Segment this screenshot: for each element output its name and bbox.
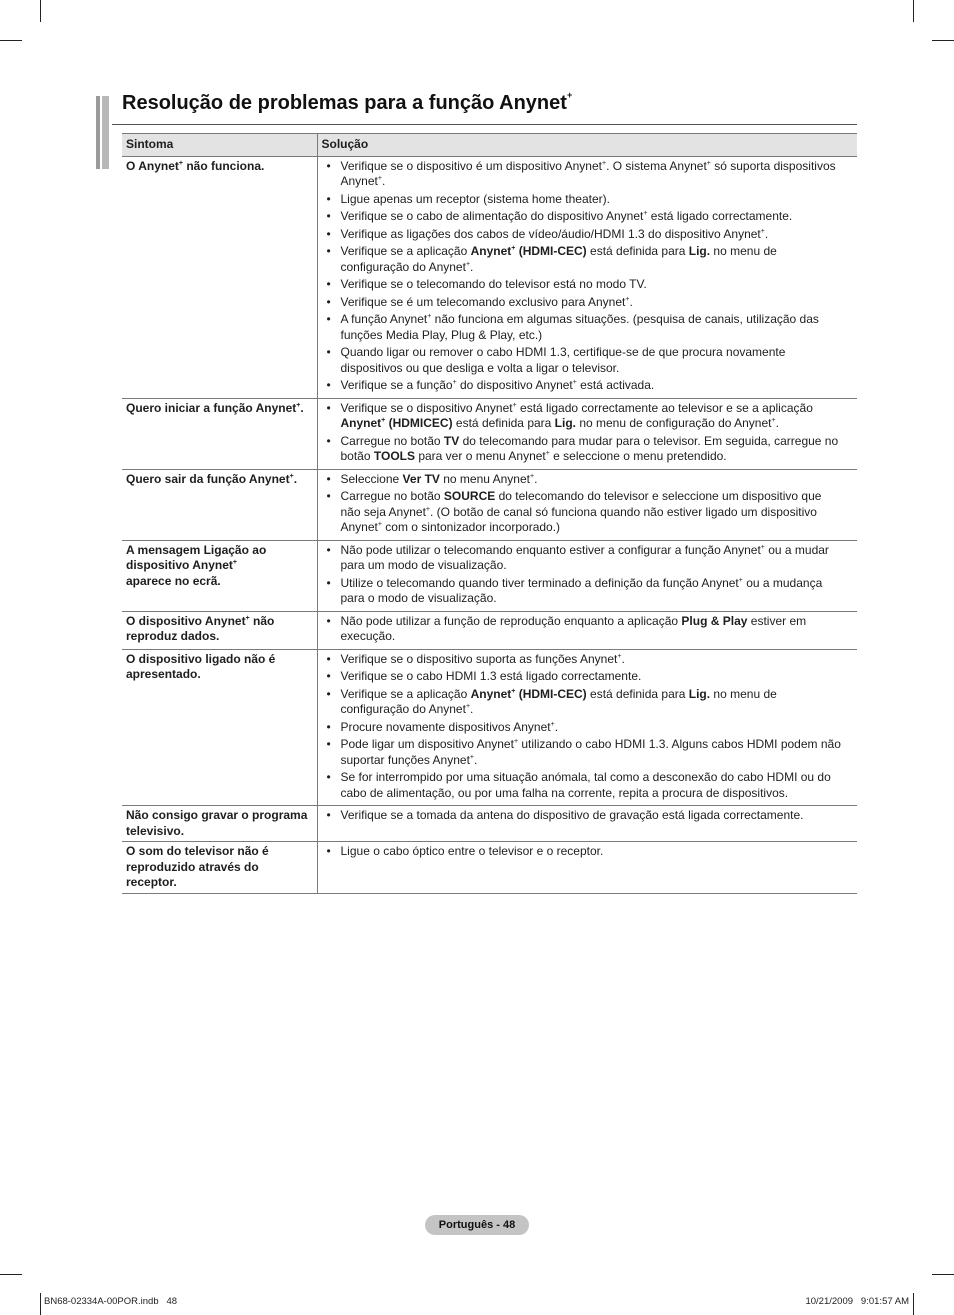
solution-line [341, 345, 854, 361]
solution-text: . [381, 174, 386, 188]
solution-text: TOOLS [373, 449, 415, 463]
page-number-badge: Português - 48 [425, 1215, 529, 1235]
solution-cell [317, 540, 857, 611]
solution-text: está definida para [586, 686, 689, 701]
solution-text: no menu de configuração do Anynet [576, 416, 772, 430]
superscript-plus: + [377, 521, 382, 528]
title-divider [112, 124, 857, 125]
solution-text: Carregue no botão [340, 433, 444, 448]
solution-line [341, 808, 854, 824]
solution-text: estiver em [747, 613, 807, 628]
solution-line [341, 295, 854, 311]
solution-text: só suporta dispositivos [710, 158, 836, 173]
superscript-plus: + [452, 379, 457, 386]
solution-text: do telecomando do televisor e seleccione um dispositivo que [495, 489, 822, 503]
solution-text: dispositivos ou que desliga e volta a ligar o televisor. [340, 360, 620, 375]
solution-text: no menu de [710, 686, 777, 701]
symptom-cell [122, 649, 317, 806]
column-header-solution: Solução [317, 134, 857, 157]
solution-line [341, 629, 854, 645]
symptom-text: Quero iniciar a função Anynet [126, 400, 297, 415]
solution-line [341, 543, 854, 559]
solution-item [322, 669, 854, 685]
symptom-text: . [293, 471, 298, 486]
solution-text: funções Media Play, Plug & Play, etc.) [340, 327, 543, 342]
solution-text: Lig. [688, 686, 711, 701]
solution-list [322, 543, 854, 607]
symptom-line [126, 652, 313, 668]
solution-text: Seleccione [340, 471, 403, 486]
solution-line [341, 770, 854, 786]
solution-text: . [470, 702, 474, 716]
solution-text: Verifique se a aplicação [340, 686, 471, 701]
symptom-line [126, 844, 313, 860]
solution-text: Quando ligar ou remover o cabo HDMI 1.3, certifique-se de que procura novamente [340, 345, 786, 359]
crop-mark [40, 0, 41, 22]
solution-text: . [775, 416, 779, 430]
solution-text: . (O botão de canal só funciona quando não estiver ligado um dispositivo [430, 504, 817, 519]
solution-text: não seja Anynet [340, 504, 426, 519]
solution-line [341, 669, 854, 685]
crop-mark [0, 1274, 22, 1275]
solution-text: Procure novamente dispositivos Anynet [340, 719, 551, 734]
solution-cell [317, 611, 857, 649]
solution-text: Ver TV [402, 471, 440, 486]
symptom-text: Quero sair da função Anynet [126, 471, 290, 486]
solution-line [341, 312, 854, 328]
symptom-text: televisivo. [126, 823, 185, 838]
superscript-plus: + [381, 417, 386, 424]
solution-text: para ver o menu Anynet [415, 449, 546, 463]
print-slug-date: 10/21/2009 9:01:57 AM [805, 1296, 909, 1307]
solution-text: está ligado correctamente ao televisor e se a aplicação [516, 400, 813, 415]
solution-text: Anynet [470, 686, 512, 701]
solution-text: Ligue apenas um receptor (sistema home theater). [340, 191, 610, 206]
solution-text: Não pode utilizar a função de reprodução enquanto a aplicação [340, 613, 682, 628]
superscript-plus: + [427, 313, 432, 320]
solution-list [322, 401, 854, 465]
solution-line [341, 591, 854, 607]
solution-text: Verifique se o telecomando do televisor está no modo TV. [340, 277, 647, 291]
solution-line [341, 416, 854, 432]
symptom-line [126, 401, 313, 417]
crop-mark [0, 40, 22, 41]
table-row [122, 649, 857, 806]
solution-item [322, 227, 854, 243]
solution-text: TV [443, 433, 460, 448]
solution-text: Verifique se a aplicação [340, 244, 471, 258]
solution-line [341, 737, 854, 753]
symptom-line [126, 824, 313, 840]
solution-item [322, 770, 854, 801]
solution-text: A função Anynet [340, 312, 428, 326]
solution-text: Carregue no botão [340, 489, 444, 503]
solution-text: para o modo de visualização. [340, 591, 497, 605]
solution-line [341, 378, 854, 394]
solution-line [341, 244, 854, 260]
solution-text: Verifique se é um telecomando exclusivo para Anynet [340, 294, 626, 309]
solution-text: execução. [340, 629, 396, 643]
superscript-plus: + [232, 559, 237, 566]
solution-text: suportar funções Anynet [340, 752, 470, 767]
column-header-symptom: Sintoma [122, 134, 317, 157]
solution-text: Verifique se a tomada da antena do dispositivo de gravação está ligada correctamente. [340, 808, 804, 822]
superscript-plus: + [511, 687, 516, 695]
solution-text: Verifique se o cabo de alimentação do dispositivo Anynet [340, 209, 644, 223]
solution-text: . [474, 752, 478, 767]
solution-line [341, 434, 854, 450]
symptom-line [126, 574, 313, 590]
solution-text: (HDMI-CEC) [515, 244, 587, 258]
table-row [122, 398, 857, 469]
solution-list [322, 844, 854, 860]
solution-line [341, 277, 854, 293]
symptom-text: . [300, 400, 304, 415]
table-row [122, 156, 857, 398]
crop-mark [932, 40, 954, 41]
symptom-text: não [249, 613, 275, 628]
solution-text: cabo de alimentação, ou por uma falha na corrente, repita a procura de dispositivos. [340, 785, 789, 800]
superscript-plus: + [550, 720, 555, 728]
solution-item [322, 192, 854, 208]
solution-line [341, 558, 854, 574]
symptom-text: reproduzido através do receptor. [126, 859, 259, 889]
solution-line [341, 753, 854, 769]
solution-list [322, 472, 854, 536]
solution-line [341, 720, 854, 736]
solution-item [322, 295, 854, 311]
solution-text: Verifique se o dispositivo é um dispositivo Anynet [340, 158, 602, 173]
crop-mark [913, 1293, 914, 1315]
solution-item [322, 576, 854, 607]
solution-item [322, 844, 854, 860]
symptom-cell [122, 540, 317, 611]
symptom-text: apresentado. [126, 667, 201, 681]
solution-text: . [621, 651, 625, 666]
superscript-plus: + [469, 753, 475, 761]
table-row [122, 842, 857, 894]
superscript-plus: + [425, 505, 430, 513]
solution-line [341, 159, 854, 175]
solution-line [341, 702, 854, 718]
solution-item [322, 209, 854, 225]
solution-text: . [629, 294, 633, 309]
symptom-text: O Anynet [126, 158, 179, 173]
symptom-line [126, 614, 313, 630]
superscript-plus: + [617, 652, 622, 660]
solution-text: Se for interrompido por uma situação anómala, tal como a desconexão do cabo HDMI ou do [340, 770, 831, 784]
solution-line [341, 192, 854, 208]
solution-line [341, 687, 854, 703]
solution-text: Verifique se a função [340, 378, 453, 392]
symptom-cell [122, 611, 317, 649]
solution-cell [317, 398, 857, 469]
solution-text: Verifique se o dispositivo suporta as funções Anynet [340, 651, 618, 666]
solution-text: Pode ligar um dispositivo Anynet [340, 737, 514, 751]
solution-line [341, 260, 854, 276]
solution-text: . [534, 471, 538, 486]
solution-item [322, 378, 854, 394]
table-row [122, 611, 857, 649]
solution-text: . [764, 226, 769, 241]
superscript-plus: + [529, 472, 535, 480]
symptom-line [126, 808, 313, 824]
solution-line [341, 227, 854, 243]
solution-text: ou a mudar [764, 542, 829, 557]
superscript-plus: + [572, 379, 577, 386]
table-row [122, 806, 857, 842]
solution-text: utilizando o cabo HDMI 1.3. Alguns cabos HDMI podem não [518, 737, 841, 751]
solution-text: Verifique as ligações dos cabos de vídeo/áudio/HDMI 1.3 do dispositivo Anynet [340, 226, 761, 241]
solution-text: Verifique se o cabo HDMI 1.3 está ligado correctamente. [340, 669, 642, 683]
superscript-plus: + [545, 450, 550, 457]
superscript-plus: + [465, 260, 471, 268]
solution-text: Anynet [340, 520, 378, 534]
superscript-plus: + [245, 614, 250, 622]
superscript-plus: + [377, 175, 382, 182]
solution-text: está definida para [452, 416, 555, 430]
symptom-cell [122, 842, 317, 894]
solution-text: SOURCE [443, 489, 496, 503]
solution-cell [317, 156, 857, 398]
troubleshooting-table [122, 133, 857, 894]
solution-cell [317, 842, 857, 894]
solution-text: . [554, 719, 559, 734]
table-row [122, 540, 857, 611]
solution-text: Anynet [340, 174, 378, 188]
decorative-side-bar [102, 96, 109, 169]
solution-text: . [470, 259, 474, 274]
symptom-cell [122, 398, 317, 469]
solution-line [341, 209, 854, 225]
solution-line [341, 489, 854, 505]
symptom-text: Não consigo gravar o programa [126, 808, 308, 822]
solution-line [341, 328, 854, 344]
solution-item [322, 472, 854, 488]
symptom-line [126, 629, 313, 645]
superscript-plus: + [512, 401, 517, 409]
decorative-side-bar [96, 96, 100, 169]
superscript-plus: + [771, 417, 776, 424]
solution-line [341, 401, 854, 417]
superscript-plus: + [511, 245, 516, 252]
solution-item [322, 244, 854, 275]
solution-text: está activada. [576, 378, 655, 392]
solution-item [322, 489, 854, 536]
solution-text: com o sintonizador incorporado.) [381, 520, 561, 534]
superscript-plus: + [465, 703, 471, 710]
page-title: Resolução de problemas para a função Anynet+ [122, 90, 573, 114]
superscript-plus: + [738, 576, 743, 584]
solution-text: não funciona em algumas situações. (pesquisa de canais, utilização das [431, 312, 819, 326]
solution-text: está ligado correctamente. [647, 209, 793, 223]
solution-text: Verifique se o dispositivo Anynet [340, 400, 513, 415]
print-slug-file: BN68-02334A-00POR.indb 48 [44, 1296, 178, 1307]
solution-item [322, 808, 854, 824]
table-header-row [122, 134, 857, 157]
superscript-plus: + [601, 159, 607, 167]
solution-text: (HDMI-CEC) [515, 686, 587, 701]
solution-line [341, 786, 854, 802]
superscript-plus: + [760, 227, 765, 235]
solution-text: Não pode utilizar o telecomando enquanto estiver a configurar a função Anynet [340, 542, 761, 557]
solution-item [322, 345, 854, 376]
symptom-cell [122, 156, 317, 398]
solution-text: Plug & Play [681, 613, 748, 628]
table-row [122, 469, 857, 540]
solution-list [322, 652, 854, 802]
solution-item [322, 312, 854, 343]
superscript-plus: + [296, 401, 301, 409]
solution-text: ou a mudança [742, 575, 823, 590]
superscript-plus: + [178, 159, 183, 167]
symptom-line [126, 667, 313, 683]
solution-item [322, 543, 854, 574]
solution-line [341, 361, 854, 377]
crop-mark [932, 1274, 954, 1275]
solution-text: Ligue o cabo óptico entre o televisor e o receptor. [340, 844, 604, 858]
solution-item [322, 401, 854, 432]
solution-line [341, 576, 854, 592]
solution-text: . O sistema Anynet [606, 158, 707, 173]
solution-text: Utilize o telecomando quando tiver terminado a definição da função Anynet [340, 575, 739, 590]
symptom-line [126, 472, 313, 488]
solution-list [322, 159, 854, 394]
solution-line [341, 520, 854, 536]
symptom-text: O som do televisor não é [126, 844, 269, 858]
solution-text: para um modo de visualização. [340, 558, 507, 572]
solution-line [341, 614, 854, 630]
solution-line [341, 505, 854, 521]
solution-text: no menu Anynet [439, 471, 530, 486]
solution-cell [317, 649, 857, 806]
superscript-plus: + [513, 738, 519, 745]
solution-text: Lig. [554, 416, 576, 430]
solution-cell [317, 469, 857, 540]
crop-mark [40, 1293, 41, 1315]
superscript-plus: + [625, 295, 630, 303]
solution-item [322, 720, 854, 736]
solution-line [341, 472, 854, 488]
solution-list [322, 808, 854, 824]
solution-item [322, 737, 854, 768]
solution-line [341, 844, 854, 860]
solution-text: configuração do Anynet [340, 259, 466, 274]
solution-text: Anynet [340, 416, 382, 430]
solution-text: e seleccione o menu pretendido. [549, 449, 727, 463]
symptom-cell [122, 469, 317, 540]
symptom-text: A mensagem Ligação ao [126, 542, 267, 557]
crop-mark [913, 0, 914, 22]
solution-text: Anynet [470, 244, 512, 258]
symptom-text: reproduz dados. [126, 629, 220, 643]
solution-cell [317, 806, 857, 842]
solution-item [322, 687, 854, 718]
solution-text: está definida para [586, 244, 689, 258]
solution-line [341, 174, 854, 190]
solution-list [322, 614, 854, 645]
solution-text: Lig. [688, 244, 711, 258]
symptom-cell [122, 806, 317, 842]
solution-text: no menu de [710, 244, 777, 258]
solution-text: (HDMICEC) [385, 416, 453, 430]
symptom-line [126, 860, 313, 891]
solution-line [341, 652, 854, 668]
symptom-line [126, 543, 313, 559]
solution-item [322, 434, 854, 465]
symptom-text: dispositivo Anynet [126, 558, 233, 572]
symptom-line [126, 558, 313, 574]
solution-line [341, 449, 854, 465]
solution-text: do telecomando para mudar para o televisor. Em seguida, carregue no [459, 433, 839, 448]
solution-item [322, 614, 854, 645]
superscript-plus: + [760, 543, 765, 551]
symptom-text: aparece no ecrã. [126, 573, 221, 588]
symptom-text: não funciona. [183, 158, 265, 173]
symptom-line [126, 159, 313, 175]
solution-text: configuração do Anynet [340, 702, 466, 716]
solution-item [322, 277, 854, 293]
superscript-plus: + [706, 159, 711, 167]
symptom-text: O dispositivo Anynet [126, 613, 246, 628]
solution-item [322, 652, 854, 668]
solution-text: do dispositivo Anynet [456, 378, 573, 392]
solution-item [322, 159, 854, 190]
superscript-plus: + [643, 210, 648, 217]
superscript-plus: + [289, 472, 294, 480]
symptom-text: O dispositivo ligado não é [126, 651, 276, 666]
solution-text: botão [340, 449, 374, 463]
